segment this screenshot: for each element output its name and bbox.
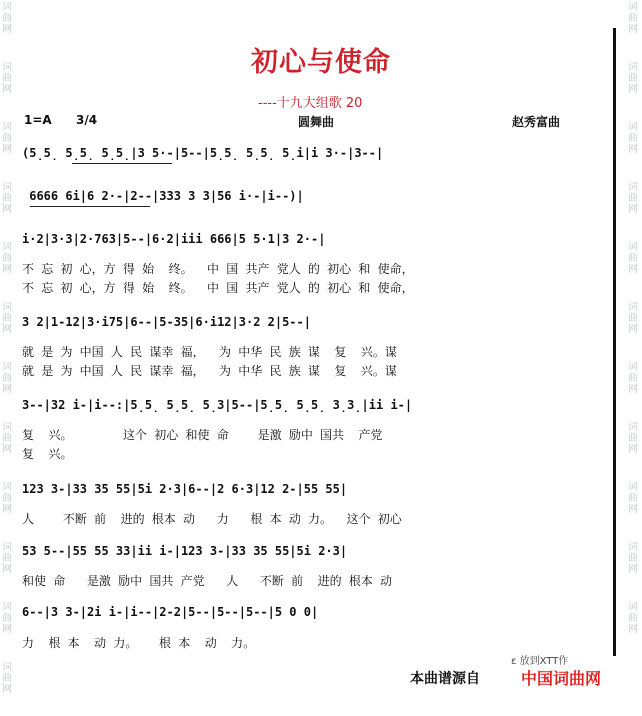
watermark-text: 词 曲 网: [2, 302, 12, 335]
lyric-line: 就 是 为 中国 人 民 谋幸 福， 为 中华 民 族 谋 复 兴。谋: [22, 345, 397, 359]
notation-line: i·2|3·3|2·763|5--|6·2|iii 666|5 5·1|3 2·-|: [22, 232, 326, 246]
notation-line: 53 5--|55 55 33|ii i-|123 3-|33 35 55|5i 2·3|: [22, 544, 348, 558]
watermark-text: 词 曲 网: [628, 62, 638, 95]
lyric-line: 复 兴。: [22, 447, 73, 461]
watermark-text: 词 曲 网: [2, 122, 12, 155]
watermark-text: 词 曲 网: [2, 662, 12, 695]
underline-beam: [30, 206, 150, 207]
lyric-line: 人 不断 前 进的 根本 动 力 根 本 动 力。 这个 初心: [22, 512, 402, 526]
lyric-line: 不 忘 初 心，方 得 始 终。 中 国 共产 党人 的 初心 和 使命，: [22, 262, 414, 276]
watermark-text: 词 曲 网: [628, 482, 638, 515]
lyric-line: 复 兴。 这个 初心 和使 命 是激 励中 国共 产党: [22, 428, 383, 442]
underline-beam: [72, 163, 172, 164]
watermark-text: 词 曲 网: [2, 62, 12, 95]
watermark-text: 词 曲 网: [2, 182, 12, 215]
time-signature: 3/4: [76, 113, 98, 127]
notation-line: 123 3-|33 35 55|5i 2·3|6--|2 6·3|12 2-|55 55|: [22, 482, 348, 496]
watermark-text: 词 曲 网: [628, 362, 638, 395]
watermark-text: 词 曲 网: [2, 422, 12, 455]
notation-line: 6--|3 3-|2i i-|i--|2-2|5--|5--|5--|5 0 0|: [22, 605, 319, 619]
watermark-text: 词 曲 网: [2, 542, 12, 575]
key-signature: 1=A: [24, 113, 52, 127]
watermark-text: 词 曲 网: [628, 2, 638, 35]
notation-line: 6666 6i|6 2·-|2--|333 3 3|56 i·-|i--)|: [22, 189, 304, 203]
score-right-border: [613, 28, 616, 656]
watermark-text: 词 曲 网: [628, 122, 638, 155]
notation-line: 3 2|1-12|3·i75|6--|5-35|6·i12|3·2 2|5--|: [22, 315, 311, 329]
watermark-text: 词 曲 网: [2, 2, 12, 35]
footer-mark: ε 放到XTT作: [511, 656, 569, 667]
watermark-text: 词 曲 网: [628, 542, 638, 575]
watermark-text: 词 曲 网: [2, 242, 12, 275]
composer-credit: 赵秀富曲: [512, 115, 561, 129]
watermark-text: 词 曲 网: [2, 602, 12, 635]
song-title: 初心与使命: [251, 47, 391, 78]
watermark-text: 词 曲 网: [628, 602, 638, 635]
song-subtitle: ----十九大组歌 20: [258, 96, 363, 111]
lyric-line: 力 根 本 动 力。 根 本 动 力。: [22, 636, 256, 650]
watermark-text: 词 曲 网: [628, 302, 638, 335]
watermark-text: 词 曲 网: [628, 182, 638, 215]
watermark-text: 词 曲 网: [628, 422, 638, 455]
lyric-line: 和使 命 是激 励中 国共 产党 人 不断 前 进的 根本 动: [22, 574, 393, 588]
notation-line: 3--|32 i-|i--:|5̣5̣ 5̣5̣ 5̣3|5--|5̣5̣ 5̣5̣ 3̣3̣|ii i-|: [22, 398, 413, 412]
tempo-style: 圆舞曲: [298, 115, 335, 129]
footer-source-label: 本曲谱源自: [410, 671, 480, 687]
lyric-line: 不 忘 初 心，方 得 始 终。 中 国 共产 党人 的 初心 和 使命，: [22, 281, 414, 295]
lyric-line: 就 是 为 中国 人 民 谋幸 福， 为 中华 民 族 谋 复 兴。谋: [22, 364, 397, 378]
watermark-text: 词 曲 网: [2, 362, 12, 395]
watermark-text: 词 曲 网: [628, 242, 638, 275]
footer-brand-link[interactable]: 中国词曲网: [521, 669, 602, 688]
notation-line: (5̣5̣ 5̣5̣ 5̣5̣|3 5·-|5--|5̣5̣ 5̣5̣ 5̣i|i 3·-|3--|: [22, 146, 384, 160]
watermark-text: 词 曲 网: [2, 482, 12, 515]
